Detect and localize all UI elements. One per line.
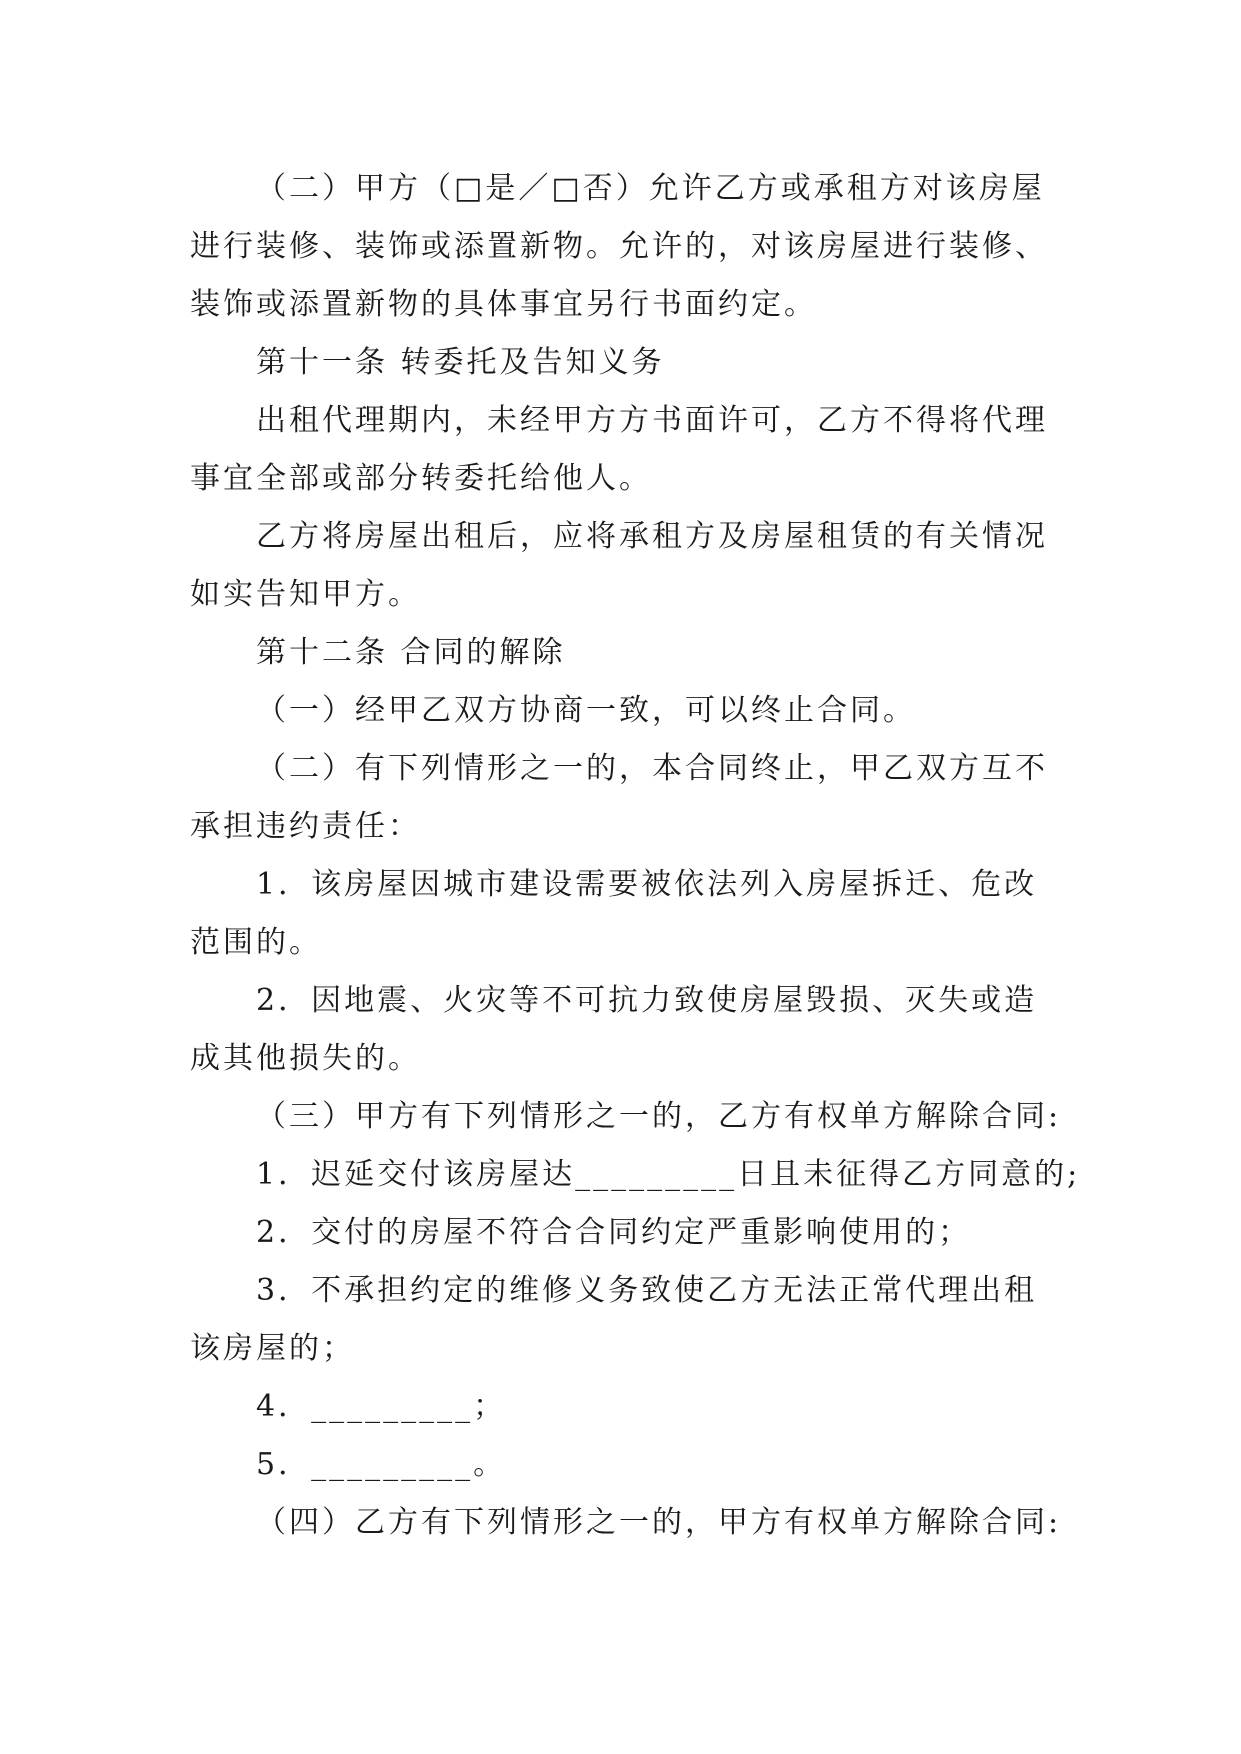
clause-line: （一）经甲乙双方协商一致，可以终止合同。 [256,693,916,728]
list-item-continuation: 范围的。 [190,925,322,960]
list-item: 1．该房屋因城市建设需要被依法列入房屋拆迁、危改 [256,867,1038,902]
list-item: 2．因地震、火灾等不可抗力致使房屋毁损、灭失或造 [256,983,1038,1018]
clause-line: 装饰或添置新物的具体事宜另行书面约定。 [190,287,817,322]
clause-line: 出租代理期内，未经甲方方书面许可，乙方不得将代理 [256,403,1048,438]
clause-line: 乙方将房屋出租后，应将承租方及房屋租赁的有关情况 [256,519,1048,554]
list-item: 1．迟延交付该房屋达_________日且未征得乙方同意的; [256,1157,1081,1192]
list-item: 2．交付的房屋不符合合同约定严重影响使用的； [256,1215,972,1250]
article-heading: 第十二条 合同的解除 [256,635,566,670]
clause-line: （四）乙方有下列情形之一的，甲方有权单方解除合同: [256,1505,1062,1540]
list-item: 3．不承担约定的维修义务致使乙方无法正常代理出租 [256,1273,1038,1308]
clause-line: （二）有下列情形之一的，本合同终止，甲乙双方互不 [256,751,1048,786]
clause-line: （二）甲方（□是／□否）允许乙方或承租方对该房屋 [256,171,1045,206]
list-item-continuation: 成其他损失的。 [190,1041,421,1076]
article-heading: 第十一条 转委托及告知义务 [256,345,665,380]
clause-line: 如实告知甲方。 [190,577,421,612]
list-item-blank: 5．_________。 [256,1447,507,1482]
clause-line: 承担违约责任： [190,809,421,844]
clause-line: 进行装修、装饰或添置新物。允许的，对该房屋进行装修、 [190,229,1048,264]
clause-line: 事宜全部或部分转委托给他人。 [190,461,652,496]
clause-line: （三）甲方有下列情形之一的，乙方有权单方解除合同: [256,1099,1062,1134]
list-item-continuation: 该房屋的； [190,1331,355,1366]
list-item-blank: 4．_________； [256,1389,507,1424]
document-body [190,160,1081,1552]
